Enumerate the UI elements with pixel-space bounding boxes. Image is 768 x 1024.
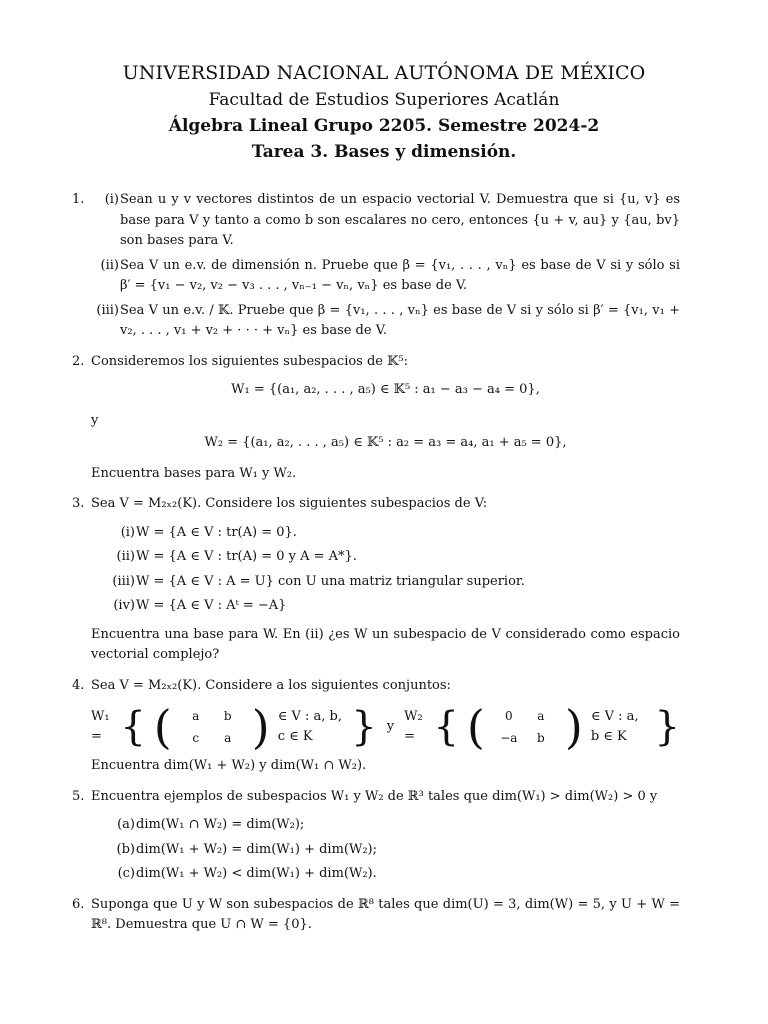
matrix-sets [91, 700, 680, 754]
matrix-entry: a [537, 708, 545, 723]
display-equation-w2: W₂ = {(a₁, a₂, . . . , a₅) ∈ 𝕂⁵ : a₂ = a₃ = a₄, a₁ + a₅ = 0}, [204, 435, 567, 450]
matrix-entry: b [537, 731, 545, 745]
right-brace: } [654, 704, 680, 750]
problem-3-item [113, 596, 680, 617]
problem-5-item [116, 840, 680, 861]
item-text: Sea V un e.v. / 𝕂. Pruebe que β = {v₁, . . . , vₙ} es base de V si y sólo si β′ = {v₁, v₁ + v₂, . . . , v₁ + v₂ + · · · + vₙ} es base de V. [120, 302, 680, 338]
item-label: (ii) [116, 549, 135, 564]
left-brace: { [433, 704, 459, 750]
problem-task: Encuentra dim(W₁ + W₂) y dim(W₁ ∩ W₂). [91, 758, 367, 773]
set-w1-label: W₁ = [91, 708, 110, 744]
problem-intro: Sea V = M₂ₓ₂(K). Considere los siguientes subespacios de V: [91, 496, 488, 511]
matrix-entry: a [224, 731, 232, 745]
item-text: W = {A ∈ V : tr(A) = 0}. [136, 524, 297, 540]
problem-intro: Consideremos los siguientes subespacios de 𝕂⁵: [91, 353, 409, 369]
assignment-title: Tarea 3. Bases y dimensión. [251, 142, 517, 162]
problem-task: Encuentra bases para W₁ y W₂. [91, 465, 297, 481]
matrix-entry: −a [500, 731, 518, 745]
item-label: (iii) [112, 573, 135, 589]
item-text: W = {A ∈ V : Aᵗ = −A} [136, 598, 287, 613]
left-paren: ( [466, 700, 485, 754]
item-label: (iv) [113, 598, 135, 613]
item-text: dim(W₁ + W₂) < dim(W₁) + dim(W₂). [136, 866, 377, 881]
problem-1 [70, 190, 680, 342]
matrix-entry: a [192, 708, 200, 723]
problem-6 [70, 895, 680, 936]
right-brace: } [351, 704, 377, 750]
right-paren: ) [564, 700, 583, 754]
set-w2-label: W₂ = [404, 708, 423, 744]
problem-number: 2. [72, 353, 85, 369]
problem-3 [70, 494, 680, 666]
matrix-w2 [493, 706, 557, 749]
problem-3-item [120, 523, 680, 544]
item-text: W = {A ∈ V : tr(A) = 0 y A = A*}. [136, 549, 357, 564]
left-brace: { [120, 704, 146, 750]
problem-intro: Encuentra ejemplos de subespacios W₁ y W₂ de ℝ³ tales que dim(W₁) > dim(W₂) > 0 y [91, 788, 658, 804]
item-label: (i) [104, 192, 119, 207]
faculty-name: Facultad de Estudios Superiores Acatlán [208, 90, 560, 110]
problem-task: Encuentra una base para W. En (ii) ¿es W un subespacio de V considerado como espacio vectorial complejo? [91, 626, 680, 662]
problem-3-item [112, 572, 680, 593]
set-w1-condition: ∈ V : a, b, c ∈ K [277, 708, 342, 744]
item-label: (a) [117, 817, 135, 832]
matrix-entry: b [223, 708, 232, 723]
matrix-entry: 0 [505, 708, 513, 723]
item-label: (iii) [96, 302, 119, 318]
problem-5 [70, 787, 680, 885]
problem-number: 1. [72, 192, 85, 207]
matrix-entry: c [192, 731, 200, 745]
left-paren: ( [153, 700, 172, 754]
problem-number: 5. [72, 788, 85, 804]
set-w2-condition: ∈ V : a, b ∈ K [590, 708, 639, 744]
item-text: Sean u y v vectores distintos de un espacio vectorial V. Demuestra que si {u, v} es base para V y tanto a como b son escalares no cero, entonces {u + v, au} y {au, bv} son bases para V. [120, 192, 680, 248]
connector-text: y [91, 412, 99, 428]
problem-intro: Sea V = M₂ₓ₂(K). Considere a los siguientes conjuntos: [91, 677, 451, 693]
course-title: Álgebra Lineal Grupo 2205. Semestre 2024-2 [168, 116, 600, 136]
problem-5-item [117, 864, 680, 885]
item-text: Sea V un e.v. de dimensión n. Pruebe que β = {v₁, . . . , vₙ} es base de V si y sólo si β′ = {v₁ − v₂, v₂ − v₃ . . . , vₙ₋₁ − vₙ, vₙ} es base de V. [120, 257, 680, 293]
problem-number: 4. [72, 677, 85, 693]
problem-list [70, 190, 680, 946]
university-name: UNIVERSIDAD NACIONAL AUTÓNOMA DE MÉXICO [122, 62, 646, 84]
problem-1-item-ii [100, 256, 680, 297]
problem-number: 6. [72, 896, 85, 912]
item-label: (ii) [100, 257, 119, 273]
problem-1-item-iii [96, 301, 680, 342]
item-label: (i) [120, 524, 135, 540]
problem-3-item [116, 547, 680, 568]
problem-5-item [117, 815, 680, 836]
problem-text: Suponga que U y W son subespacios de ℝ⁸ tales que dim(U) = 3, dim(W) = 5, y U + W = ℝ⁸. Demuestra que U ∩ W = {0}. [91, 896, 680, 932]
item-text: dim(W₁ ∩ W₂) = dim(W₂); [136, 817, 305, 832]
problem-number: 3. [72, 496, 85, 511]
document-header [0, 60, 768, 165]
item-label: (b) [116, 841, 135, 857]
right-paren: ) [251, 700, 270, 754]
matrix-w1 [180, 706, 244, 749]
problem-2 [70, 352, 680, 485]
item-text: dim(W₁ + W₂) = dim(W₁) + dim(W₂); [136, 841, 377, 857]
item-text: W = {A ∈ V : A = U} con U una matriz triangular superior. [136, 573, 525, 589]
connector-text: y [386, 718, 395, 734]
problem-1-item-i [104, 190, 680, 252]
display-equation-w1: W₁ = {(a₁, a₂, . . . , a₅) ∈ 𝕂⁵ : a₁ − a₃ − a₄ = 0}, [231, 382, 540, 397]
item-label: (c) [117, 866, 135, 881]
problem-4 [70, 676, 680, 777]
